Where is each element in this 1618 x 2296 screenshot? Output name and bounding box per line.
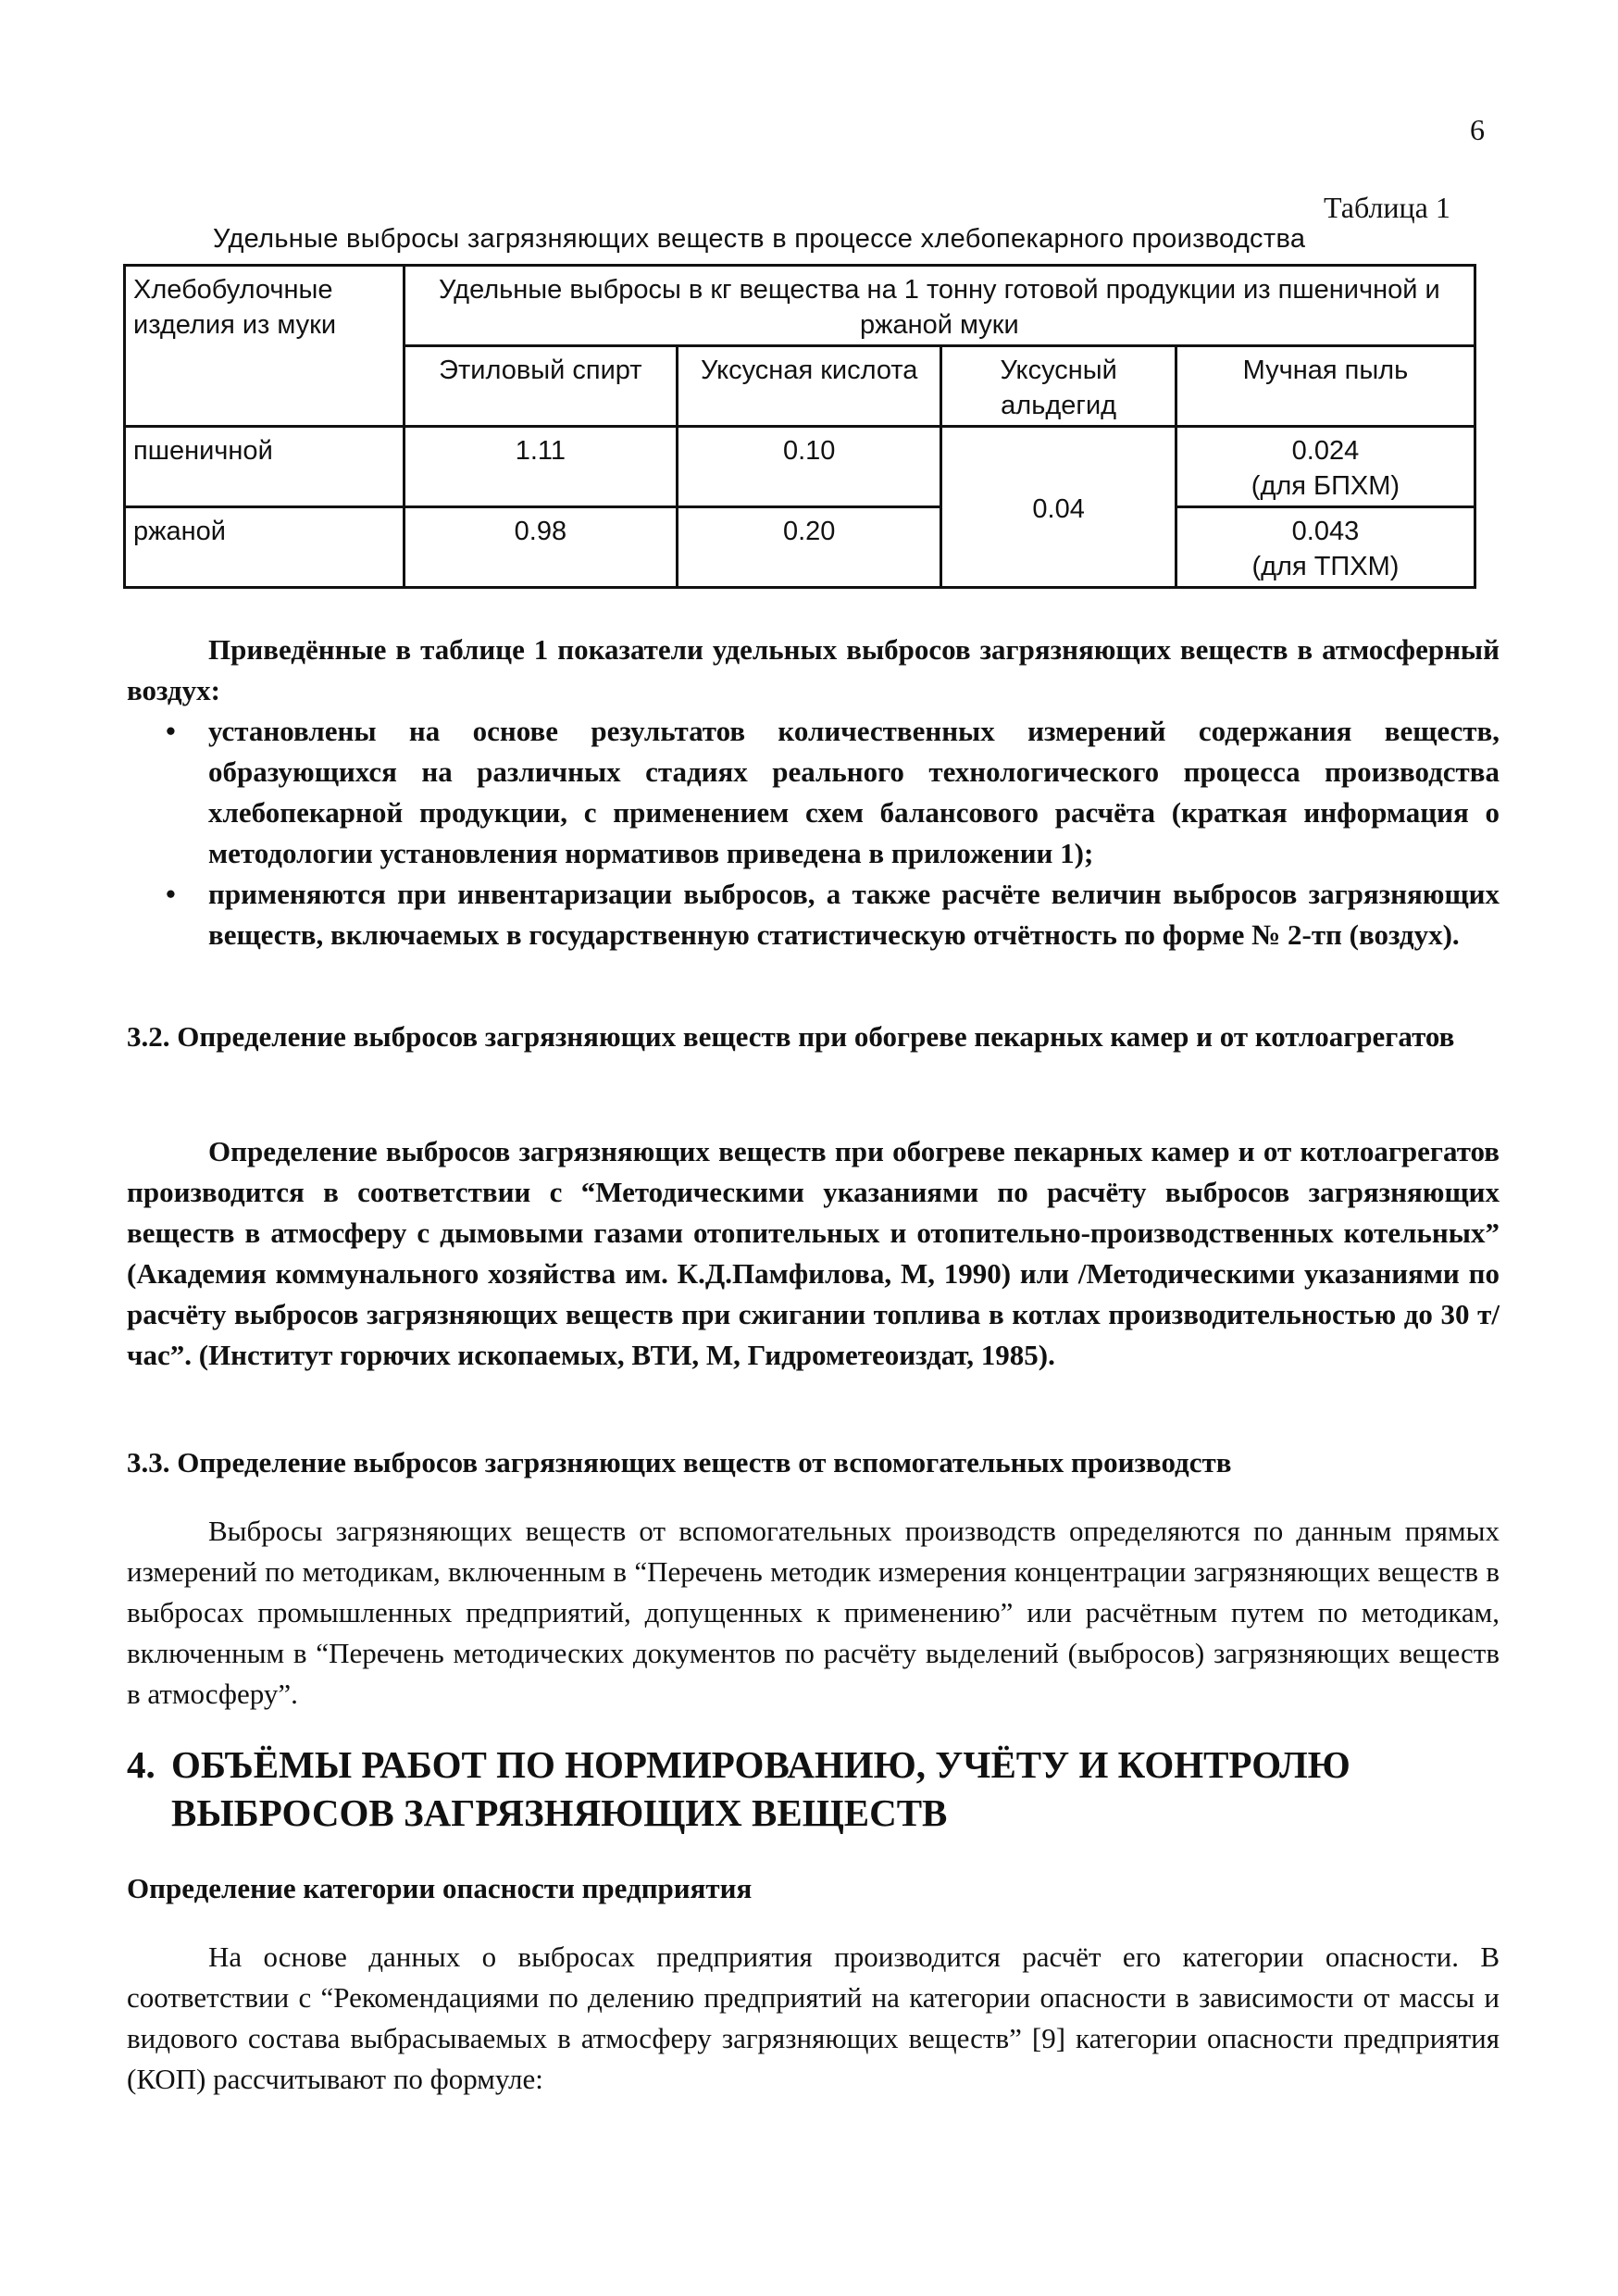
- dust-note: (для БПХМ): [1251, 471, 1400, 501]
- section-3-2-title: 3.2. Определение выбросов загрязняющих веществ при обогреве пекарных камер и от котлоагрегатов: [127, 1020, 1455, 1053]
- row-product: ржаной: [125, 507, 404, 588]
- section-4-subheading: Определение категории опасности предприятия: [127, 1872, 753, 1904]
- intro-block: [127, 630, 1500, 955]
- cell-ethanol: 1.11: [404, 427, 677, 507]
- col-flour-dust: Мучная пыль: [1176, 346, 1475, 427]
- row-product: пшеничной: [125, 427, 404, 507]
- section-4-title-line1: ОБЪЁМЫ РАБОТ ПО НОРМИРОВАНИЮ, УЧЁТУ И КОНТРОЛЮ: [171, 1743, 1350, 1786]
- section-3-3-text: Выбросы загрязняющих веществ от вспомогательных производств определяются по данным прямых измерений по методикам, включенным в “Перечень методик измерения концентрации загрязняющих веществ в выбросах промышленных предприятий, допущенных к применению” или расчётным путем по методикам, включенным в “Перечень методических документов по расчёту выделений (выбросов) загрязняющих веществ в атмосферу”.: [127, 1515, 1500, 1710]
- section-4-text: На основе данных о выбросах предприятия производится расчёт его категории опасности. В соответствии с “Рекомендациями по делению предприятий на категории опасности в зависимости от массы и видового состава выбрасываемых в атмосферу загрязняющих веществ” [9] категории опасности предприятия (КОП) рассчитывают по формуле:: [127, 1940, 1500, 2095]
- emissions-table: [123, 264, 1476, 589]
- dust-value: 0.024: [1291, 436, 1360, 466]
- bullet-text: установлены на основе результатов количественных измерений содержания веществ, образующихся на различных стадиях реального технологического процесса производства хлебопекарной продукции, с применением схем балансового расчёта (краткая информация о методологии установления нормативов приведена в приложении 1);: [208, 715, 1500, 869]
- page-number: 6: [1470, 113, 1485, 146]
- cell-acetaldehyde-shared: 0.04: [941, 427, 1176, 588]
- table-row: [125, 507, 1475, 588]
- cell-ethanol: 0.98: [404, 507, 677, 588]
- header-group: Удельные выбросы в кг вещества на 1 тонну готовой продукции из пшеничной и ржаной муки: [404, 266, 1475, 346]
- dust-value: 0.043: [1291, 517, 1360, 546]
- section-4-title-line2: ВЫБРОСОВ ЗАГРЯЗНЯЮЩИХ ВЕЩЕСТВ: [171, 1791, 948, 1834]
- table-title: Удельные выбросы загрязняющих веществ в процессе хлебопекарного производства: [213, 224, 1306, 254]
- table-row: [125, 427, 1475, 507]
- table-label: Таблица 1: [1324, 191, 1450, 224]
- bullet-text: применяются при инвентаризации выбросов, а также расчёте величин выбросов загрязняющих веществ, включаемых в государственную статистическую отчётность по форме № 2-тп (воздух).: [208, 878, 1500, 951]
- cell-dust: [1176, 507, 1475, 588]
- bullet-list: [127, 711, 1500, 955]
- col-ethanol: Этиловый спирт: [404, 346, 677, 427]
- section-3-3-title: 3.3. Определение выбросов загрязняющих веществ от вспомогательных производств: [127, 1446, 1232, 1479]
- section-4-heading: [127, 1741, 1500, 1837]
- cell-dust: [1176, 427, 1475, 507]
- col-acetaldehyde: Уксусный альдегид: [941, 346, 1176, 427]
- dust-note: (для ТПХМ): [1251, 552, 1400, 581]
- bullet-icon: •: [166, 878, 176, 910]
- header-product: Хлебобулочные изделия из муки: [125, 266, 404, 427]
- list-item: [127, 874, 1500, 955]
- intro-text: Приведённые в таблице 1 показатели удельных выбросов загрязняющих веществ в атмосферный воздух:: [127, 633, 1500, 706]
- list-item: [127, 711, 1500, 874]
- section-3-2-text: Определение выбросов загрязняющих веществ при обогреве пекарных камер и от котлоагрегатов производится в соответствии с “Методическими указаниями по расчёту выбросов загрязняющих веществ в атмосферу с дымовыми газами отопительных и отопительно-производственных котельных” (Академия коммунального хозяйства им. К.Д.Памфилова, М, 1990) или /Методическими указаниями по расчёту выбросов загрязняющих веществ при сжигании топлива в котлах производительностью до 30 т/час”. (Институт горючих ископаемых, ВТИ, М, Гидрометеоиздат, 1985).: [127, 1135, 1500, 1371]
- bullet-icon: •: [166, 715, 176, 747]
- col-acetic-acid: Уксусная кислота: [678, 346, 941, 427]
- section-4-number: 4.: [127, 1743, 156, 1786]
- cell-acetic-acid: 0.10: [678, 427, 941, 507]
- cell-acetic-acid: 0.20: [678, 507, 941, 588]
